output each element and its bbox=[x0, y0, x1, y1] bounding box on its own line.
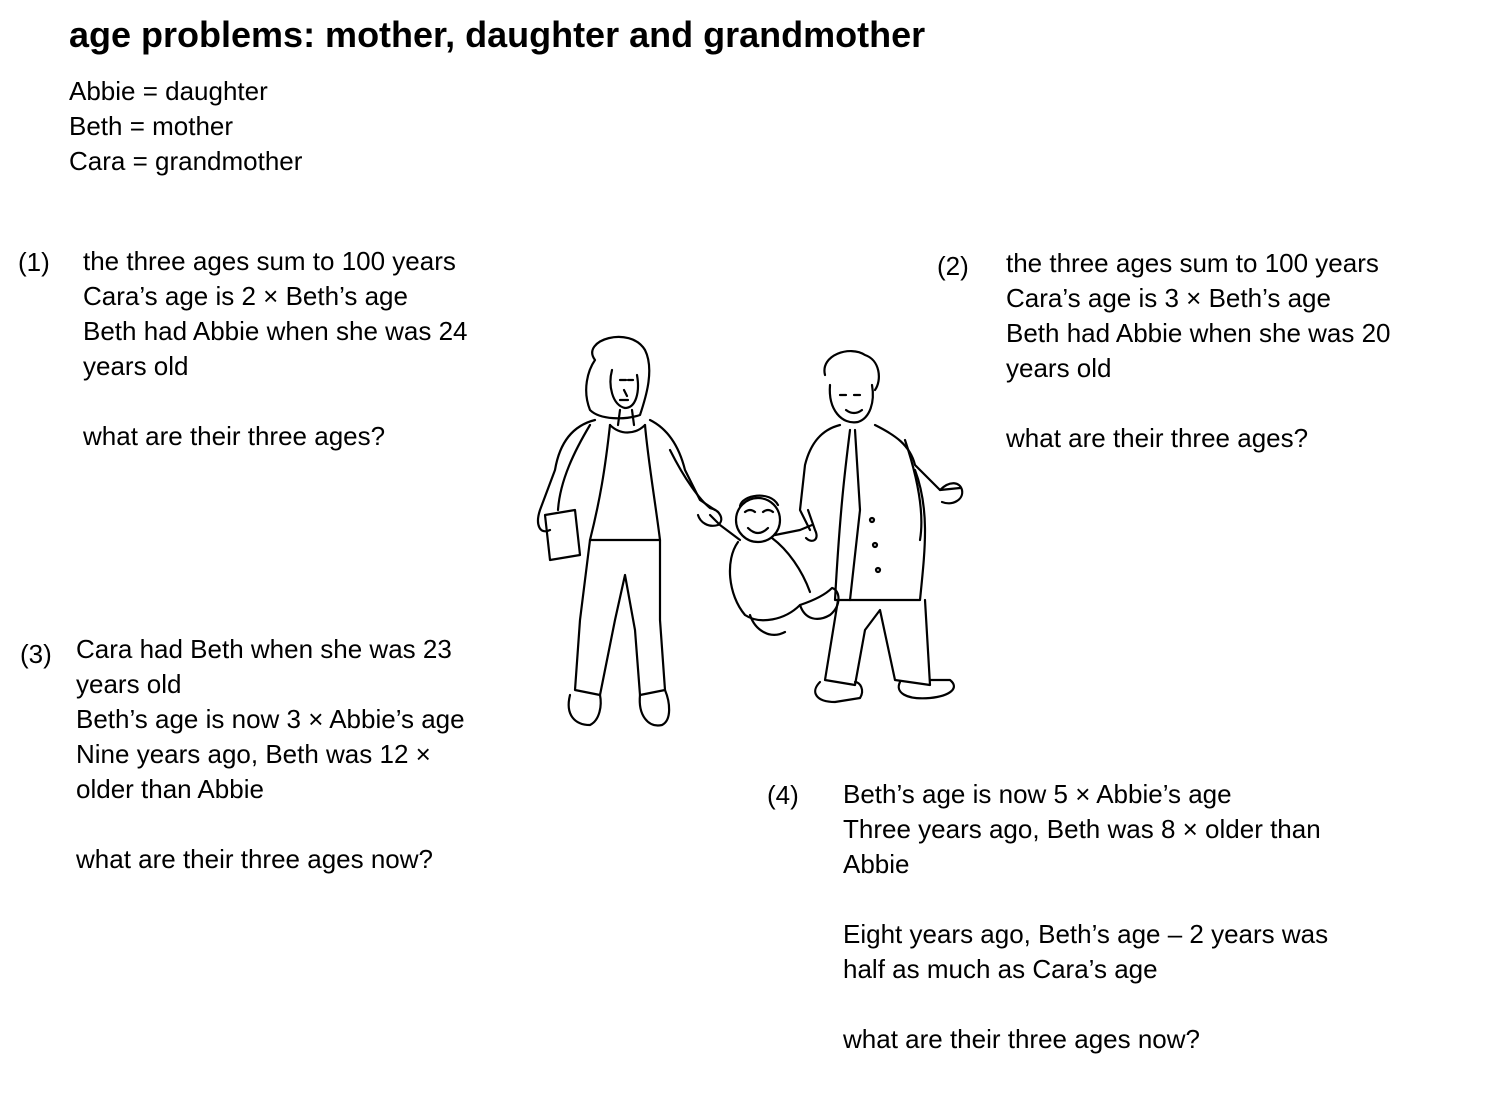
problem-1-line: Cara’s age is 2 × Beth’s age bbox=[83, 281, 408, 311]
problem-4-question: what are their three ages now? bbox=[843, 1024, 1200, 1054]
problem-2 bbox=[1006, 246, 1391, 456]
problem-2-line: the three ages sum to 100 years bbox=[1006, 248, 1379, 278]
man-figure bbox=[800, 351, 962, 702]
problem-3-line: older than Abbie bbox=[76, 774, 264, 804]
problem-4-line: Abbie bbox=[843, 849, 910, 879]
problem-1-question: what are their three ages? bbox=[83, 421, 386, 451]
character-key bbox=[69, 74, 302, 179]
problem-1-line: the three ages sum to 100 years bbox=[83, 246, 456, 276]
key-abbie: Abbie = daughter bbox=[69, 76, 268, 106]
child-figure bbox=[710, 496, 839, 635]
problem-2-question: what are their three ages? bbox=[1006, 423, 1309, 453]
problem-2-line: years old bbox=[1006, 353, 1112, 383]
problem-2-number: (2) bbox=[937, 251, 969, 281]
problem-4-number: (4) bbox=[767, 780, 799, 810]
problem-2-line: Cara’s age is 3 × Beth’s age bbox=[1006, 283, 1331, 313]
problem-3 bbox=[76, 632, 465, 877]
problem-4-line: half as much as Cara’s age bbox=[843, 954, 1158, 984]
key-cara: Cara = grandmother bbox=[69, 146, 303, 176]
problem-1 bbox=[83, 244, 468, 454]
problem-3-line: Cara had Beth when she was 23 bbox=[76, 634, 452, 664]
problem-3-question: what are their three ages now? bbox=[76, 844, 433, 874]
problem-3-line: Beth’s age is now 3 × Abbie’s age bbox=[76, 704, 465, 734]
problem-1-number: (1) bbox=[18, 247, 50, 277]
problem-1-line: years old bbox=[83, 351, 189, 381]
family-illustration bbox=[520, 330, 970, 740]
key-beth: Beth = mother bbox=[69, 111, 234, 141]
problem-2-line: Beth had Abbie when she was 20 bbox=[1006, 318, 1391, 348]
woman-figure bbox=[538, 337, 721, 726]
problem-1-line: Beth had Abbie when she was 24 bbox=[83, 316, 468, 346]
problem-3-number: (3) bbox=[20, 639, 52, 669]
problem-4-line: Eight years ago, Beth’s age – 2 years was bbox=[843, 919, 1329, 949]
problem-4-line: Three years ago, Beth was 8 × older than bbox=[843, 814, 1321, 844]
problem-3-line: years old bbox=[76, 669, 182, 699]
problem-4-line: Beth’s age is now 5 × Abbie’s age bbox=[843, 779, 1232, 809]
page-title: age problems: mother, daughter and grandmother bbox=[69, 14, 926, 55]
problem-4 bbox=[843, 777, 1328, 1057]
problem-3-line: Nine years ago, Beth was 12 × bbox=[76, 739, 431, 769]
